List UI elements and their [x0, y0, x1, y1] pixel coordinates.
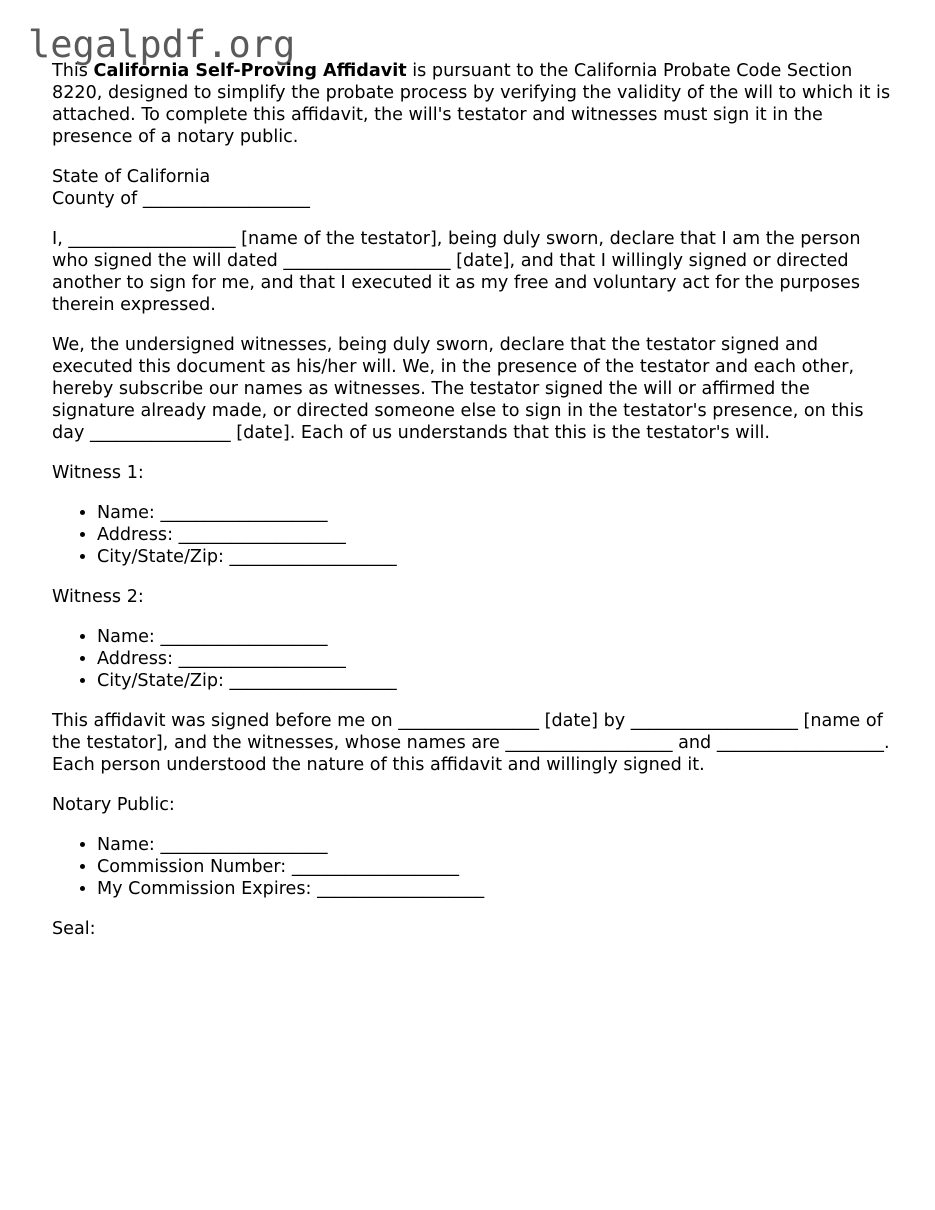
field-label: Name: — [97, 835, 161, 855]
list-item — [97, 834, 892, 856]
commission-expires-blank[interactable]: ___________________ — [317, 879, 485, 899]
field-label: Commission Number: — [97, 857, 292, 877]
county-blank-field[interactable]: ___________________ — [142, 189, 310, 209]
witness-2-address-blank[interactable]: ___________________ — [178, 649, 346, 669]
field-label: My Commission Expires: — [97, 879, 318, 899]
list-item — [97, 878, 892, 900]
witness-1-name-blank[interactable]: ___________________ — [160, 503, 328, 523]
witness-2-fields — [52, 626, 892, 692]
seal-label: Seal: — [52, 919, 96, 939]
list-item — [97, 502, 892, 524]
witness-2-heading: Witness 2: — [52, 587, 144, 607]
intro-paragraph — [52, 60, 892, 148]
notary-statement-text: This affidavit was signed before me on — [52, 711, 399, 731]
field-label: Name: — [97, 627, 161, 647]
field-label: City/State/Zip: — [97, 547, 230, 567]
venue-block — [52, 166, 892, 210]
will-date-blank[interactable]: ___________________ — [283, 251, 451, 271]
intro-prefix: This — [52, 61, 94, 81]
affidavit-document — [52, 60, 892, 958]
intro-text: is pursuant to the California Probate Code Section 8220, designed to simplify the probate process by verifying the validity of the will to which it is attached. To complete this affidavit, the will's testator and witnesses must sign it in the presence of a notary public. — [52, 61, 891, 147]
venue-county-label: County of — [52, 189, 143, 209]
notary-statement-text: [date] by — [539, 711, 631, 731]
list-item — [97, 856, 892, 878]
signing-date-blank[interactable]: ________________ — [89, 423, 231, 443]
testator-name-blank[interactable]: ___________________ — [68, 229, 236, 249]
notary-fields — [52, 834, 892, 900]
list-item — [97, 524, 892, 546]
notary-statement-text: [name of the testator], and the witnesses, whose names are — [52, 711, 883, 753]
document-title: California Self-Proving Affidavit — [93, 61, 407, 81]
notary-witness-1-blank[interactable]: ___________________ — [505, 733, 673, 753]
witness-2-city-blank[interactable]: ___________________ — [229, 671, 397, 691]
notary-statement-text: and — [672, 733, 717, 753]
witness-statement — [52, 334, 892, 444]
notary-heading: Notary Public: — [52, 795, 175, 815]
list-item — [97, 546, 892, 568]
field-label: City/State/Zip: — [97, 671, 230, 691]
witness-statement-text: We, the undersigned witnesses, being duly sworn, declare that the testator signed and executed this document as his/her will. We, in the presence of the testator and each other, hereby subscribe our names as witnesses. The testator signed the will or affirmed the signature already made, or directed someone else to sign in the testator's presence, on this day — [52, 335, 864, 443]
field-label: Address: — [97, 649, 179, 669]
field-label: Name: — [97, 503, 161, 523]
declaration-text: [name of the testator], being duly sworn, declare that I am the person who signed the will dated — [52, 229, 861, 271]
declaration-text: [date], and that I willingly signed or directed another to sign for me, and that I executed it as my free and voluntary act for the purposes therein expressed. — [52, 251, 861, 315]
notary-testator-blank[interactable]: ___________________ — [630, 711, 798, 731]
list-item — [97, 626, 892, 648]
witness-statement-text: [date]. Each of us understands that this is the testator's will. — [230, 423, 770, 443]
commission-number-blank[interactable]: ___________________ — [291, 857, 459, 877]
venue-state: State of California — [52, 167, 211, 187]
declaration-text: I, — [52, 229, 69, 249]
field-label: Address: — [97, 525, 179, 545]
witness-2-name-blank[interactable]: ___________________ — [160, 627, 328, 647]
notary-date-blank[interactable]: ________________ — [398, 711, 539, 731]
witness-1-city-blank[interactable]: ___________________ — [229, 547, 397, 567]
testator-declaration — [52, 228, 892, 316]
list-item — [97, 670, 892, 692]
notary-name-blank[interactable]: ___________________ — [160, 835, 328, 855]
notary-statement-text: . Each person understood the nature of this affidavit and willingly signed it. — [52, 733, 890, 775]
witness-1-address-blank[interactable]: ___________________ — [178, 525, 346, 545]
witness-1-heading: Witness 1: — [52, 463, 144, 483]
list-item — [97, 648, 892, 670]
notary-witness-2-blank[interactable]: ___________________ — [716, 733, 884, 753]
notary-statement — [52, 710, 892, 776]
witness-1-fields — [52, 502, 892, 568]
watermark-logo: legalpdf.org — [28, 23, 296, 66]
